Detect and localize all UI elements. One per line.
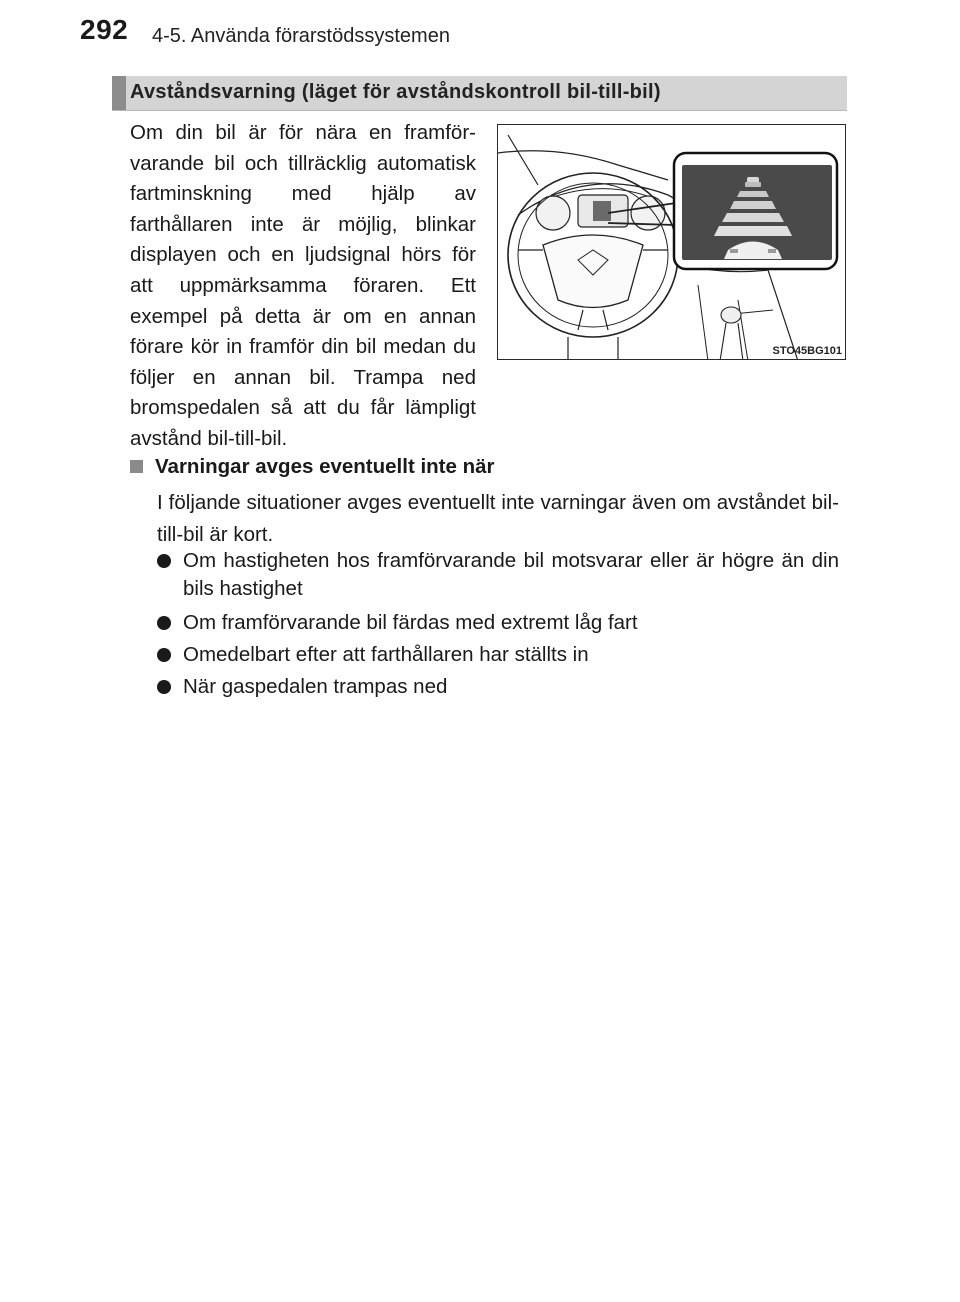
- section-title: Avståndsvarning (läget för avståndskontroll bil-till-bil): [130, 81, 661, 103]
- list-item-text: Om hastigheten hos framförvarande bil motsvarar eller är högre än din bils hastighet: [183, 549, 839, 600]
- list-item-text: När gaspedalen trampas ned: [183, 675, 448, 698]
- bullet-icon: [157, 680, 171, 694]
- bullet-icon: [157, 554, 171, 568]
- dashboard-warning-illustration: [498, 125, 846, 360]
- intro-paragraph: Om din bil är för nära en framförvarande bil och tillräcklig automatisk fartminskning med hjälp av farthållaren inte är möjlig, blinkar displayen och en ljudsignal hörs för att uppmärksamma föraren. Ett exempel på detta är om en annan förare kör in framför din bil medan du följer en annan bil. Trampa ned bromspedalen så att du får lämpligt avstånd bil-till-bil.: [130, 121, 476, 450]
- list-item: [157, 547, 839, 603]
- list-item: [157, 641, 839, 669]
- list-item-text: Omedelbart efter att farthållaren har ställts in: [183, 643, 589, 666]
- section-header: [112, 76, 847, 111]
- dashboard-figure: [497, 124, 846, 360]
- list-item-text: Om framförvarande bil färdas med extremt låg fart: [183, 611, 638, 634]
- section-accent: [112, 76, 126, 110]
- list-item: [157, 609, 839, 637]
- warnings-heading-text: Varningar avges eventuellt inte när: [155, 455, 495, 478]
- warnings-heading: [130, 455, 495, 479]
- bullet-icon: [157, 648, 171, 662]
- figure-code: STO45BG101: [772, 345, 842, 357]
- square-bullet-icon: [130, 460, 143, 473]
- chapter-title: 4-5. Använda förarstödssystemen: [152, 25, 450, 47]
- warnings-paragraph: I följande situationer avges eventuellt inte varningar även om avståndet bil-till-bil är kort.: [157, 491, 839, 546]
- page-number: 292: [80, 14, 129, 45]
- list-item: [157, 673, 839, 701]
- warnings-list: [157, 547, 839, 705]
- bullet-icon: [157, 616, 171, 630]
